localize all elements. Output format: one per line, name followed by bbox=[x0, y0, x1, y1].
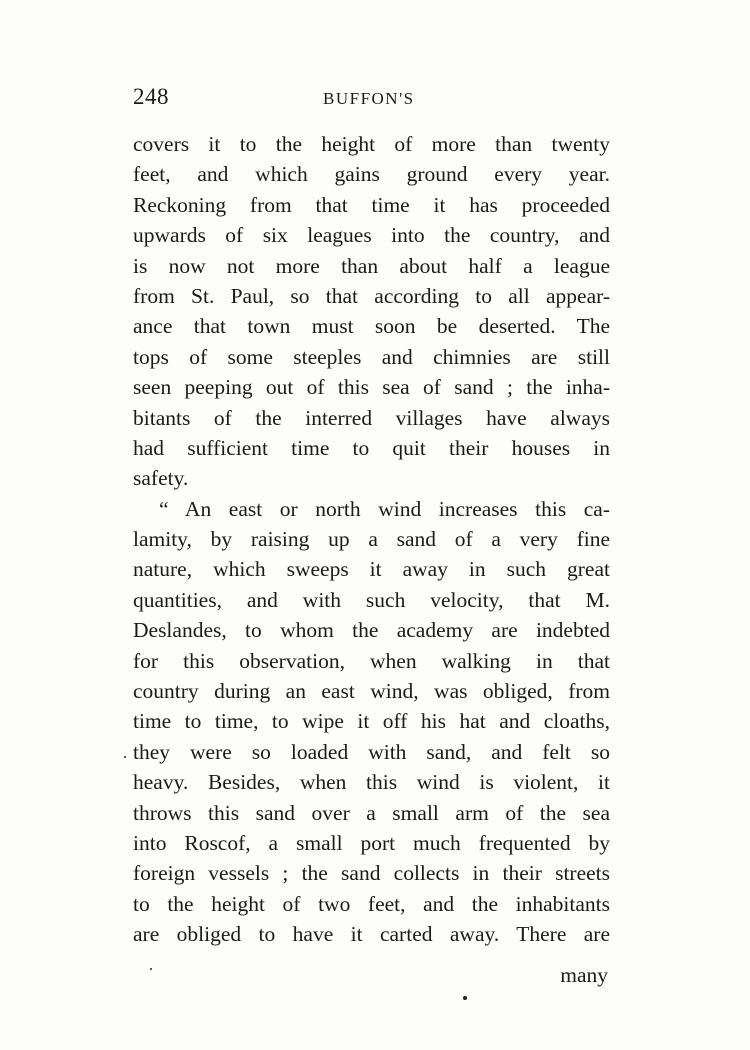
text-line: Reckoning from that time it has proceeded bbox=[133, 192, 610, 217]
text-line: covers it to the height of more than twenty bbox=[133, 132, 610, 156]
catchword: many bbox=[560, 963, 608, 987]
text-line: heavy. Besides, when this wind is violent, it bbox=[133, 770, 610, 795]
running-title: BUFFON'S bbox=[323, 89, 415, 108]
text-line-paragraph-end: safety. bbox=[133, 466, 189, 491]
ink-speck bbox=[150, 968, 152, 970]
text-line: country during an east wind, was obliged, from bbox=[133, 679, 610, 704]
text-line: for this observation, when walking in that bbox=[133, 648, 610, 673]
ink-speck bbox=[124, 756, 126, 758]
text-line: from St. Paul, so that according to all appear- bbox=[133, 283, 610, 308]
text-line: feet, and which gains ground every year. bbox=[133, 162, 610, 187]
text-line: upwards of six leagues into the country, and bbox=[133, 223, 610, 248]
text-line: into Roscof, a small port much frequented by bbox=[133, 830, 610, 855]
running-head bbox=[133, 84, 610, 114]
text-line: nature, which sweeps it away in such great bbox=[133, 557, 610, 582]
text-line: lamity, by raising up a sand of a very fine bbox=[133, 527, 610, 552]
text-line: foreign vessels ; the sand collects in their streets bbox=[133, 861, 610, 886]
body-text bbox=[133, 129, 610, 950]
text-line: are obliged to have it carted away. There are bbox=[133, 922, 610, 947]
page-number: 248 bbox=[133, 84, 169, 109]
text-line: they were so loaded with sand, and felt so bbox=[133, 739, 610, 764]
text-line: bitants of the interred villages have always bbox=[133, 405, 610, 430]
text-line: to the height of two feet, and the inhabitants bbox=[133, 891, 610, 916]
text-line: is now not more than about half a league bbox=[133, 253, 610, 278]
text-line: Deslandes, to whom the academy are indebted bbox=[133, 618, 610, 643]
text-line: seen peeping out of this sea of sand ; the inha- bbox=[133, 375, 610, 400]
text-line: time to time, to wipe it off his hat and cloaths, bbox=[133, 709, 610, 734]
text-line: throws this sand over a small arm of the sea bbox=[133, 800, 610, 825]
text-line-paragraph-start: “ An east or north wind increases this ca- bbox=[159, 496, 610, 521]
text-line: quantities, and with such velocity, that M. bbox=[133, 587, 610, 612]
text-line: had sufficient time to quit their houses in bbox=[133, 435, 610, 460]
ink-speck bbox=[463, 996, 467, 1000]
text-line: ance that town must soon be deserted. The bbox=[133, 314, 610, 339]
text-line: tops of some steeples and chimnies are still bbox=[133, 344, 610, 369]
